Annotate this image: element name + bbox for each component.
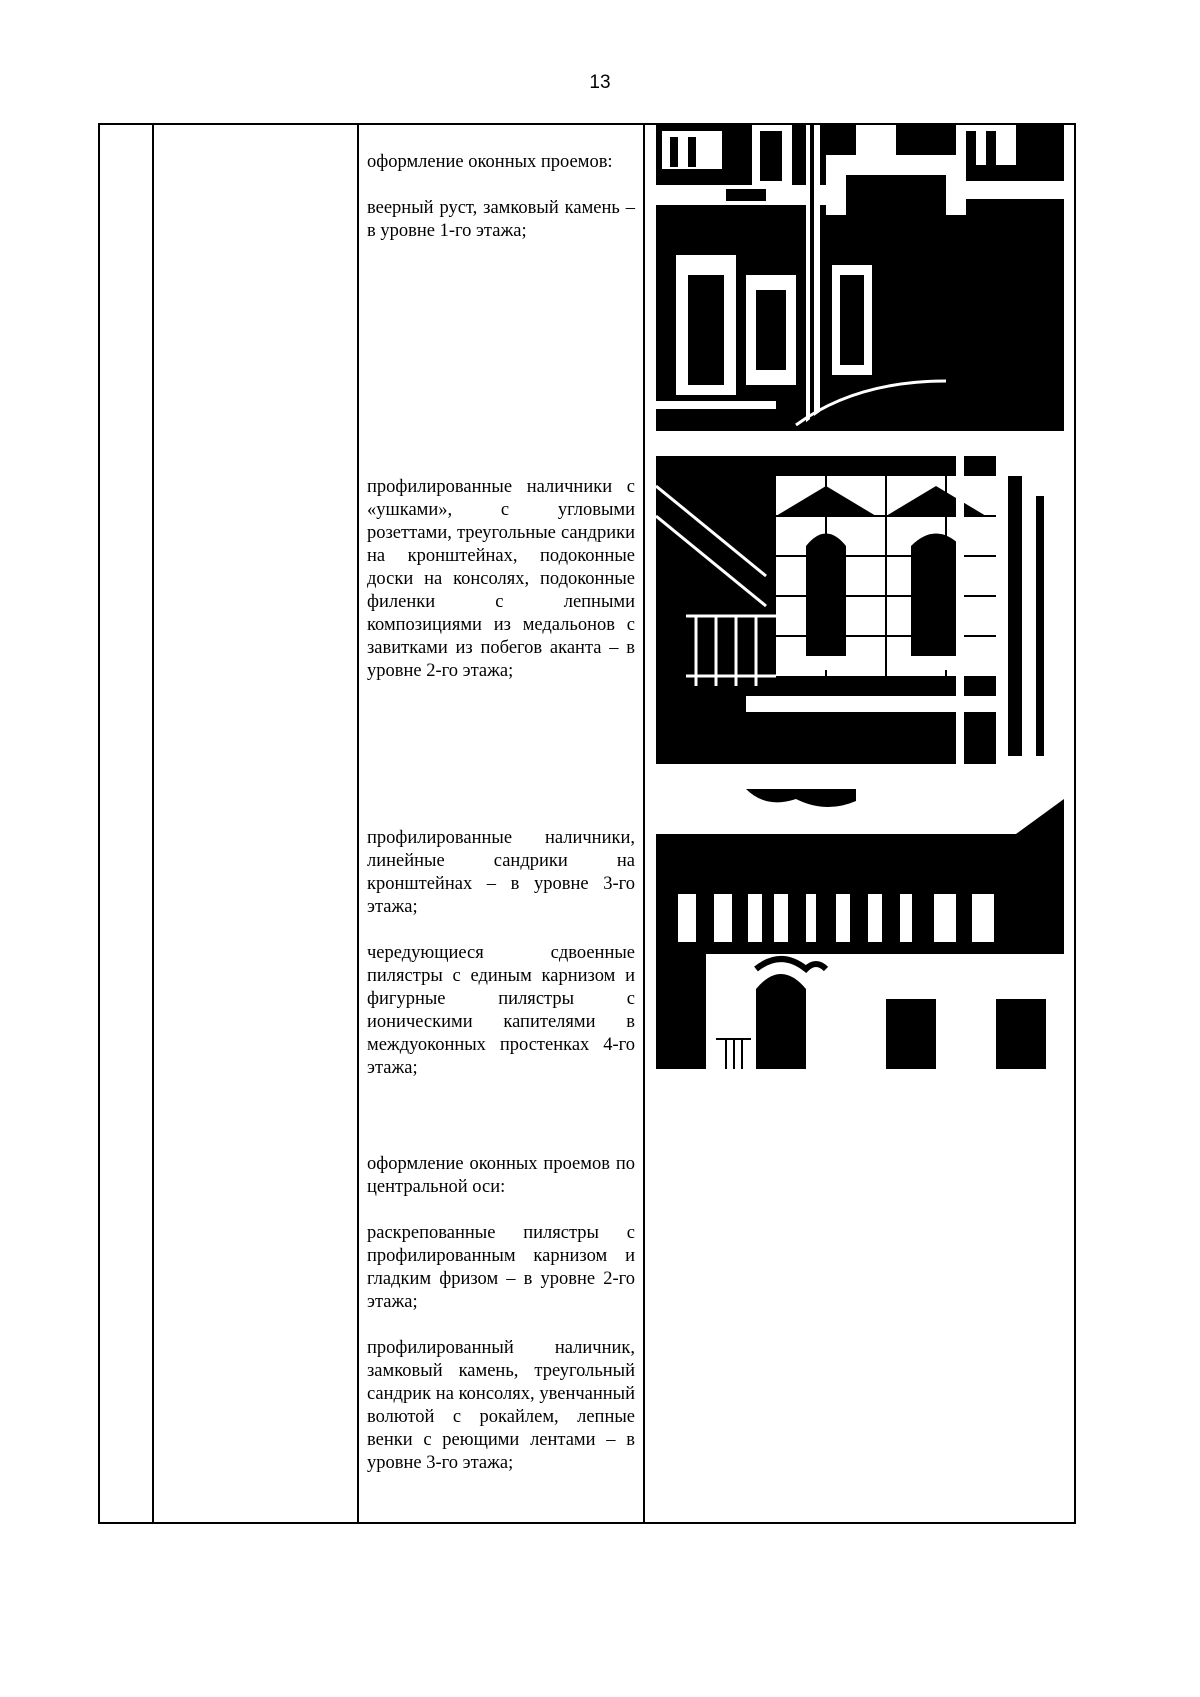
- block-1-paragraph-2: веерный руст, замковый камень – в уровне 1-го этажа;: [367, 198, 635, 241]
- text-block-3: [367, 827, 635, 1080]
- facade-photo-2: [656, 456, 1064, 764]
- column-divider-1: [152, 125, 154, 1522]
- page-number: 13: [589, 72, 611, 93]
- facade-photo-upper-floors-windows-icon: [656, 789, 1064, 1069]
- facade-photo-ground-floor-windows-icon: [656, 125, 1064, 431]
- block-4-paragraph-1: оформление оконных проемов по центральной оси:: [367, 1154, 635, 1197]
- column-divider-3: [643, 125, 645, 1522]
- block-2-paragraph-1: профилированные наличники с «ушками», с угловыми розеттами, треугольные сандрики на кронштейнах, подоконные доски на консолях, подоконные филенки с лепными композициями из медальонов с завитками из побегов аканта – в уровне 2-го этажа;: [367, 477, 635, 681]
- facade-photo-3: [656, 789, 1064, 1069]
- facade-photo-second-floor-windows-icon: [656, 456, 1064, 764]
- block-3-paragraph-2: чередующиеся сдвоенные пилястры с единым карнизом и фигурные пилястры с ионическими капителями в междуоконных простенках 4-го этажа;: [367, 943, 635, 1078]
- block-4-paragraph-3: профилированный наличник, замковый камень, треугольный сандрик на консолях, увенчанный волютой с рокайлем, лепные венки с реющими лентами – в уровне 3-го этажа;: [367, 1338, 635, 1473]
- column-divider-2: [357, 125, 359, 1522]
- block-4-paragraph-2: раскрепованные пилястры с профилированным карнизом и гладким фризом – в уровне 2-го этажа;: [367, 1223, 635, 1312]
- facade-photo-1: [656, 125, 1064, 431]
- block-1-paragraph-1: оформление оконных проемов:: [367, 152, 613, 172]
- text-block-2: [367, 476, 635, 683]
- text-block-4: [367, 1153, 635, 1475]
- block-3-paragraph-1: профилированные наличники, линейные сандрики на кронштейнах – в уровне 3-го этажа;: [367, 828, 635, 917]
- description-table: [98, 123, 1076, 1524]
- text-block-1: [367, 151, 635, 243]
